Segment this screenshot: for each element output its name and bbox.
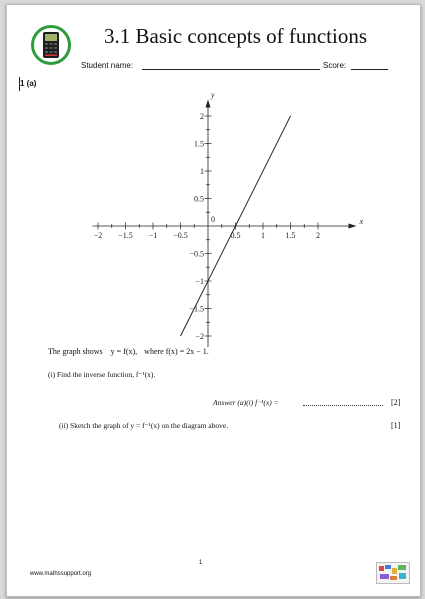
page-title: 3.1 Basic concepts of functions [104, 24, 368, 48]
x-tick-label: −0.5 [173, 231, 188, 240]
statement-equation: y = f(x), [110, 347, 138, 356]
student-name-field[interactable] [142, 69, 320, 70]
x-tick-label: −1 [148, 231, 158, 240]
x-tick-label: 0.5 [230, 231, 241, 240]
x-tick-label: −1.5 [118, 231, 133, 240]
origin-label: 0 [211, 215, 215, 224]
worksheet-page [6, 4, 421, 597]
footer-url: www.mathssupport.org [30, 571, 92, 577]
y-tick-label: −1.5 [189, 304, 204, 314]
part-ii-text: (ii) Sketch the graph of y = f⁻¹(x) on the diagram above. [59, 421, 229, 430]
x-axis-arrow [349, 224, 357, 229]
x-tick-label: 2 [316, 231, 320, 240]
question-number: 1 (a) [20, 79, 37, 88]
function-graph [93, 90, 375, 343]
x-tick-label: −2 [93, 231, 103, 240]
y-tick-label: 0.5 [194, 194, 204, 204]
page-number: 1 [199, 560, 203, 566]
x-tick-label: 1.5 [285, 231, 296, 240]
answer-field[interactable] [303, 405, 383, 406]
score-field[interactable] [351, 69, 388, 70]
calculator-icon [31, 25, 71, 65]
marks-part-i: [2] [391, 398, 401, 407]
y-tick-label: 1.5 [194, 139, 204, 149]
x-tick-label: 1 [261, 231, 265, 240]
statement-intro: The graph shows [48, 347, 103, 356]
answer-label: Answer (a)(i) f⁻¹(x) = [213, 398, 279, 407]
question-statement [48, 347, 209, 356]
x-axis-label: x [359, 217, 364, 226]
statement-definition: where f(x) = 2x − 1. [144, 347, 209, 356]
y-tick-label: −0.5 [189, 249, 204, 259]
student-name-label: Student name: [81, 61, 134, 70]
part-i-text: (i) Find the inverse function, f⁻¹(x). [48, 370, 156, 379]
y-tick-label: 1 [200, 167, 204, 176]
y-tick-label: 2 [200, 112, 204, 121]
y-axis-arrow [206, 100, 211, 108]
marks-part-ii: [1] [391, 421, 401, 430]
score-label: Score: [323, 61, 347, 70]
y-tick-label: −2 [195, 332, 204, 341]
y-axis-label: y [211, 90, 215, 100]
y-tick-label: −1 [195, 277, 204, 286]
mathssupport-logo [376, 562, 410, 584]
